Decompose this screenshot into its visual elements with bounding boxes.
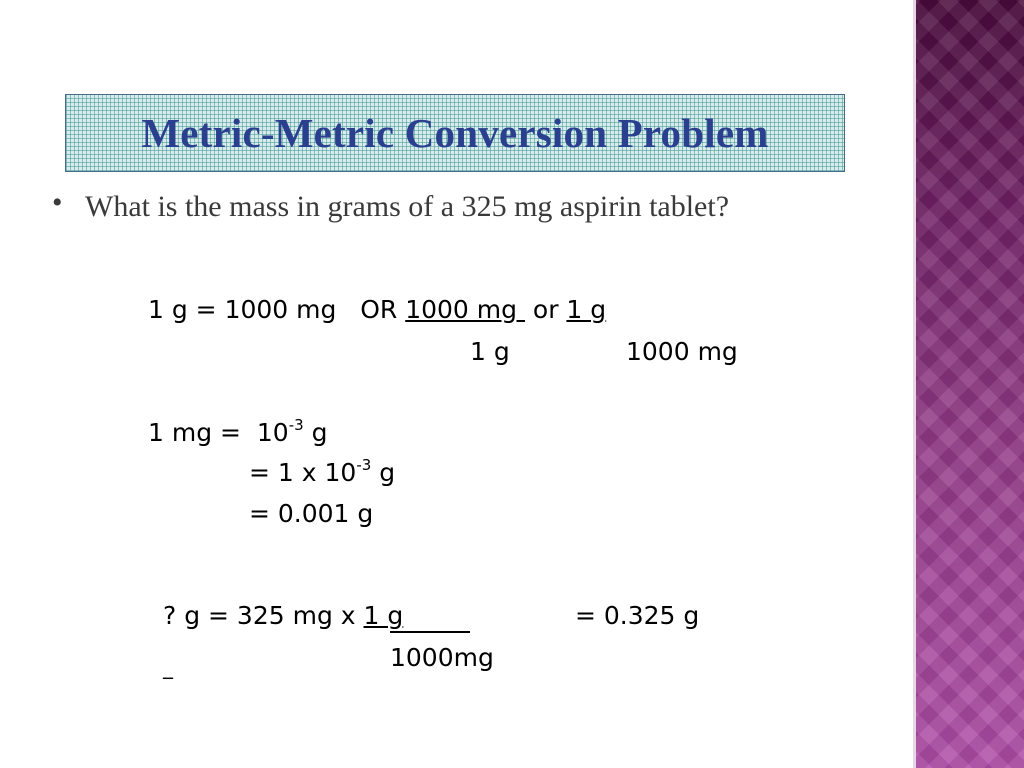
equality-statement: 1 g = 1000 mg OR xyxy=(148,295,406,324)
decorative-sidebar xyxy=(913,0,1024,768)
mg-definition-text: 1 mg = 10 xyxy=(148,418,289,447)
fraction-2-denominator: 1000 mg xyxy=(626,337,738,366)
title-banner xyxy=(65,94,845,172)
fraction-bar xyxy=(390,631,470,633)
calculation-fraction-numerator: 1 g xyxy=(363,601,404,630)
equality-line xyxy=(148,295,606,325)
slide-title: Metric-Metric Conversion Problem xyxy=(141,110,769,156)
stray-underscore: _ xyxy=(163,655,173,679)
decimal-line: = 0.001 g xyxy=(249,499,374,528)
scientific-text: = 1 x 10 xyxy=(249,458,357,487)
or-word: or xyxy=(524,295,567,324)
mg-exponent: -3 xyxy=(288,416,304,434)
mg-unit: g xyxy=(303,418,328,447)
question-text: What is the mass in grams of a 325 mg aspirin tablet? xyxy=(85,190,730,223)
calculation-fraction-denominator: 1000mg xyxy=(390,643,494,672)
calculation-lhs: ? g = 325 mg x xyxy=(163,601,364,630)
scientific-unit: g xyxy=(371,458,396,487)
fraction-1-denominator: 1 g xyxy=(470,337,510,366)
scientific-notation-line xyxy=(249,458,395,488)
mg-definition-line xyxy=(148,418,327,448)
fraction-2-numerator: 1 g xyxy=(566,295,607,324)
calculation-line xyxy=(163,601,403,631)
scientific-exponent: -3 xyxy=(356,456,372,474)
fraction-1-numerator: 1000 mg xyxy=(405,295,525,324)
bullet-marker: • xyxy=(52,186,63,219)
calculation-result: = 0.325 g xyxy=(575,601,700,630)
